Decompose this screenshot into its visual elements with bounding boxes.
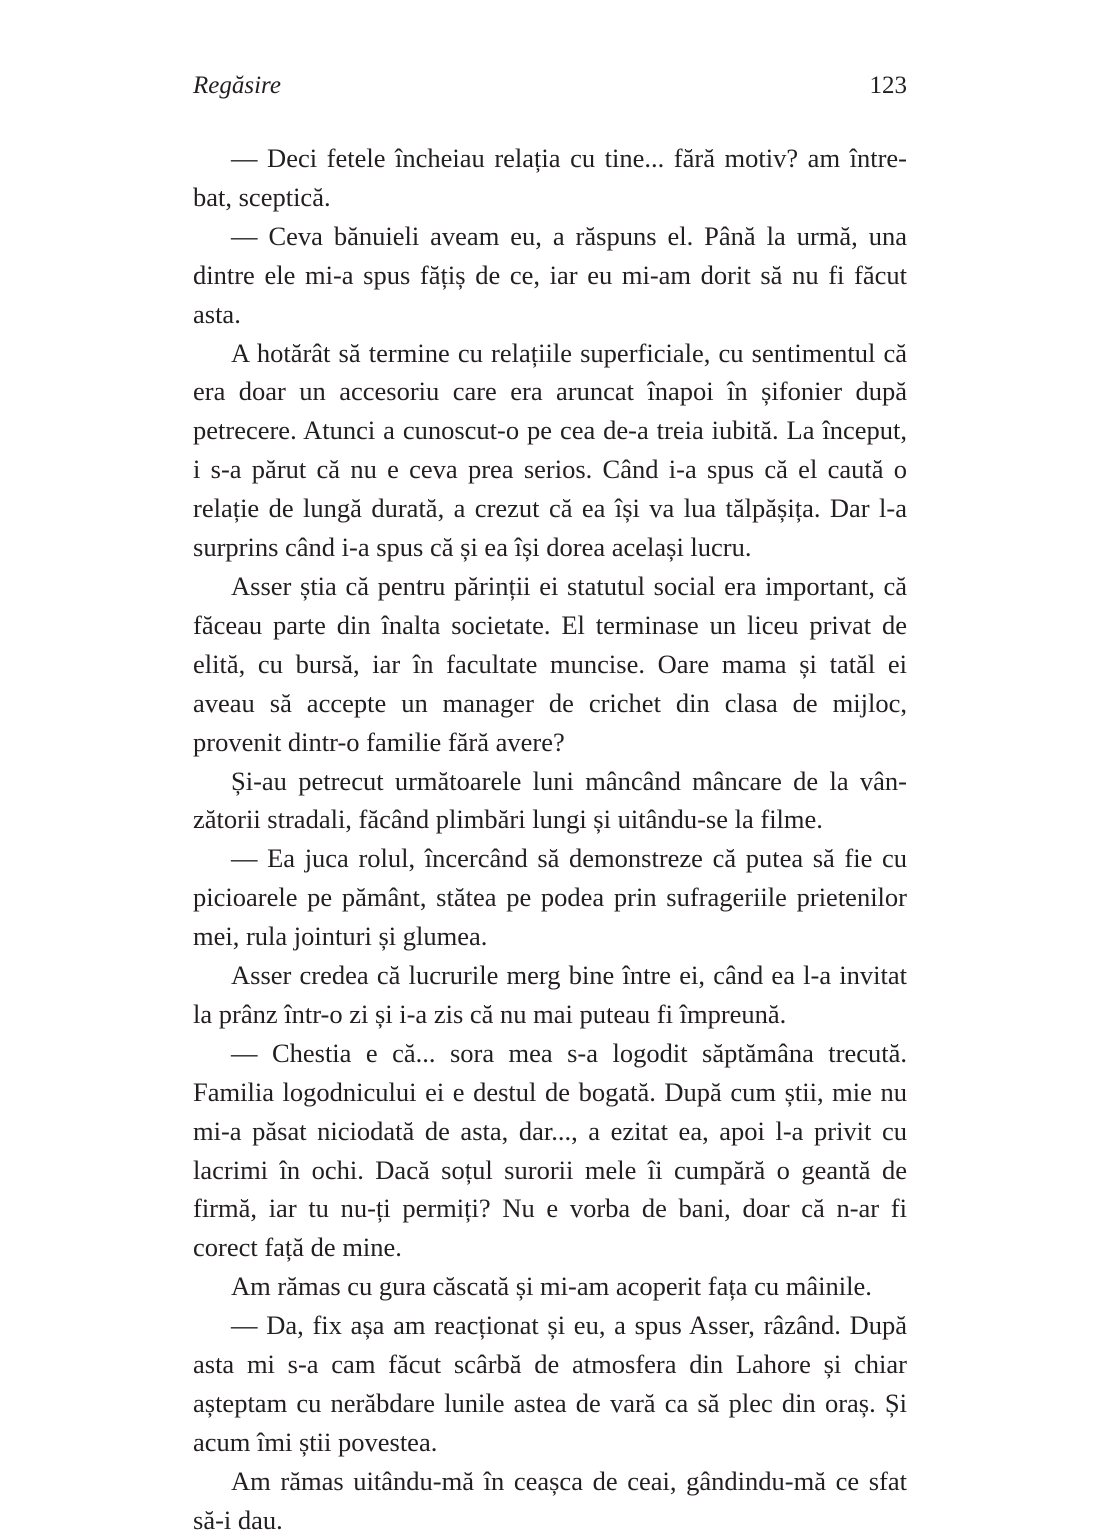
paragraph: Am rămas cu gura căscată și mi-am acoperit fața cu mâinile. (231, 1271, 872, 1302)
paragraph: — Chestia e că... sora mea s-a logodit săptămâna trecută. Familia logodnicului ei e destul de bogată. După cum știi, mie nu mi-a păsat niciodată de asta, dar..., a ezitat ea, apoi l-a privit cu lacrimi în ochi. Dacă soțul surorii mele îi cumpără o geantă de firmă, iar tu nu-ți permiți? Nu e vorba de bani, doar că n-ar fi corect față de mine. (193, 1037, 907, 1263)
paragraph: A hotărât să termine cu relațiile superficiale, cu sentimentul că era doar un accesoriu care era aruncat înapoi în șifonier după petrecere. Atunci a cunoscut-o pe cea de-a treia iubită. La început, i s-a părut că nu e ceva prea serios. Când i-a spus că el caută o relație de lungă durată, a crezut că ea își va lua tălpășița. Dar l-a surprins când i-a spus că și ea își dorea același lucru. (193, 337, 907, 563)
paragraph: Am rămas uitându-mă în ceașca de ceai, gândindu-mă ce sfat să-i dau. (193, 1465, 907, 1535)
paragraph: Și-au petrecut următoarele luni mâncând mâncare de la vânzătorii stradali, făcând plimbări lungi și uitându-se la filme. (193, 765, 907, 835)
paragraph: — Deci fetele încheiau relația cu tine... fără motiv? am întrebat, sceptică. (193, 143, 907, 212)
running-header (193, 72, 907, 108)
paragraph: — Ea juca rolul, încercând să demonstreze că putea să fie cu picioarele pe pământ, stătea pe podea prin sufrageriile prietenilor mei, rula jointuri și glumea. (193, 843, 907, 952)
page-number: 123 (869, 72, 907, 99)
paragraph: Asser știa că pentru părinții ei statutul social era important, că făceau parte din înalta societate. El terminase un liceu privat de elită, cu bursă, iar în facultate muncise. Oare mama și tatăl ei aveau să accepte un manager de crichet din clasa de mijloc, provenit dintr-o familie fără avere? (193, 570, 907, 757)
paragraph: — Da, fix așa am reacționat și eu, a spus Asser, râzând. După asta mi s-a cam făcut scârbă de atmosfera din Lahore și chiar așteptam cu nerăbdare lunile astea de vară ca să plec din oraș. Și acum îmi știi povestea. (193, 1310, 907, 1457)
paragraph: Asser credea că lucrurile merg bine între ei, când ea l-a invitat la prânz într-o zi și i-a zis că nu mai puteau fi împreună. (193, 960, 907, 1029)
paragraph: — Ceva bănuieli aveam eu, a răspuns el. Până la urmă, una dintre ele mi-a spus fățiș de ce, iar eu mi-am dorit să nu fi făcut asta. (193, 220, 907, 329)
body-text (193, 139, 907, 1540)
running-title: Regăsire (193, 72, 281, 99)
